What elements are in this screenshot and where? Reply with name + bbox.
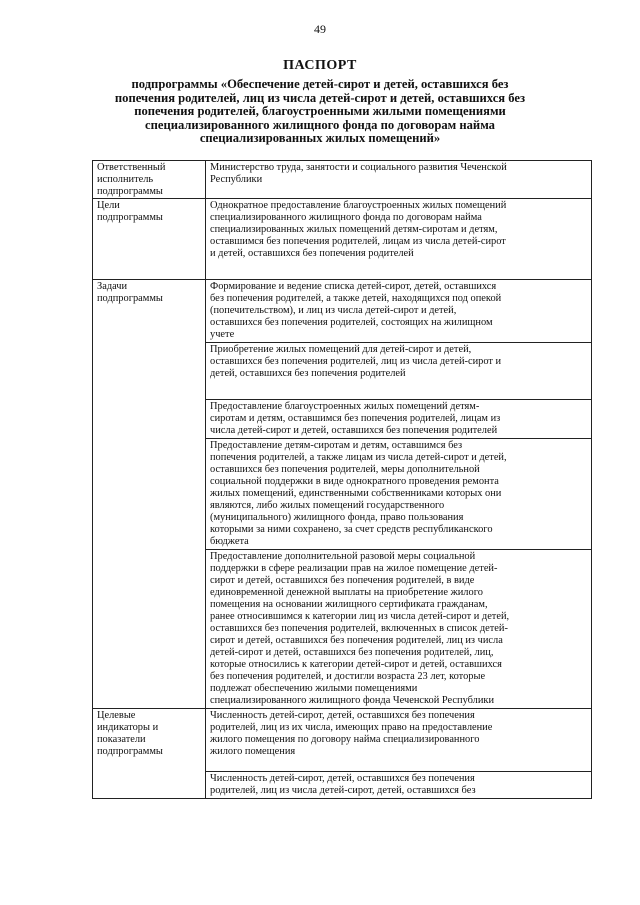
value-line: родителей, лиц из их числа, имеющих право на предоставление: [210, 722, 493, 733]
subtitle-line: специализированных жилых помещений»: [199, 131, 441, 145]
value-line: которыми за ними сохранено, за счет средств республиканского: [210, 524, 493, 535]
passport-table: [92, 160, 592, 799]
value-line: Приобретение жилых помещений для детей-сирот и детей,: [210, 344, 472, 355]
label-line: исполнитель: [97, 174, 154, 185]
value-line: попечения родителей, а также лицам из числа детей-сирот и детей,: [210, 452, 507, 463]
value-line: жилого помещения по договору найма специализированного: [210, 734, 480, 745]
value-line: и детей, оставшихся без попечения родителей: [210, 248, 414, 259]
label-line: подпрограммы: [97, 746, 163, 757]
value-line: Министерство труда, занятости и социального развития Чеченской: [210, 162, 507, 173]
value-line: специализированных жилых помещений детям-сиротам и детям,: [210, 224, 498, 235]
value-line: (муниципального) жилищного фонда, право пользования: [210, 512, 464, 523]
value-line: жилых помещений, единственными собственниками которых они: [210, 488, 502, 499]
value-line: помещения на основании жилищного сертификата гражданам,: [210, 599, 488, 610]
value-line: оставшимся без попечения родителей, лицам из числа детей-сирот: [210, 236, 506, 247]
value-line: специализированного жилищного фонда по договорам найма: [210, 212, 482, 223]
value-line: ранее относившимся к категории лиц из числа детей-сирот и детей,: [210, 611, 510, 622]
value-line: Однократное предоставление благоустроенных жилых помещений: [210, 200, 507, 211]
value-line: которые относились к категории детей-сирот и детей, оставшихся: [210, 659, 502, 670]
value-line: сирот и детей, оставшихся без попечения родителей, в виде: [210, 575, 475, 586]
value-line: единовременной денежной выплаты на приобретение жилого: [210, 587, 483, 598]
table-row: [93, 709, 592, 772]
subtitle-line: специализированного жилищного фонда по договорам найма: [145, 117, 495, 132]
value-line: детей, оставшихся без попечения родителей: [210, 368, 406, 379]
value-line: являются, либо жилых помещений государственного: [210, 500, 445, 511]
label-line: подпрограммы: [97, 293, 163, 304]
value-line: Предоставление дополнительной разовой меры социальной: [210, 551, 476, 562]
value-line: Республики: [210, 174, 263, 185]
table-row: [93, 280, 592, 343]
value-line: оставшихся без попечения родителей, меры дополнительной: [210, 464, 480, 475]
value-line: социальной поддержки в виде однократного проведения ремонта: [210, 476, 499, 487]
table-row: [93, 161, 592, 199]
value-line: без попечения родителей, а также детей, находящихся под опекой: [210, 293, 502, 304]
document-title: ПАСПОРТ: [283, 58, 357, 73]
label-line: Ответственный: [97, 162, 166, 173]
label-line: подпрограммы: [97, 212, 163, 223]
value-line: Формирование и ведение списка детей-сирот, детей, оставшихся: [210, 281, 497, 292]
subtitle-line: попечения родителей, благоустроенными жилыми помещениями: [134, 104, 506, 118]
value-line: сирот и детей, оставшихся без попечения родителей, лиц из числа: [210, 635, 503, 646]
row-label: [93, 161, 206, 199]
value-line: подлежат обеспечению жилыми помещениями: [210, 683, 418, 694]
value-line: поддержки в сфере реализации прав на жилое помещение детей-: [210, 563, 498, 574]
value-line: родителей, лиц из числа детей-сирот, детей, оставшихся без: [210, 785, 476, 796]
value-line: оставшихся без попечения родителей, включенных в список детей-: [210, 623, 508, 634]
label-line: подпрограммы: [97, 186, 163, 197]
label-line: индикаторы и: [97, 722, 159, 733]
label-line: Задачи: [97, 281, 128, 292]
row-value: [206, 439, 592, 550]
table-row: [93, 199, 592, 280]
row-value: [206, 709, 592, 772]
value-line: числа детей-сирот и детей, оставшихся без попечения родителей: [210, 425, 498, 436]
value-line: Предоставление благоустроенных жилых помещений детям-: [210, 401, 480, 412]
document-subtitle: [90, 78, 550, 146]
page-number: 49: [314, 22, 326, 36]
row-value: [206, 400, 592, 439]
row-value: [206, 343, 592, 400]
value-line: Численность детей-сирот, детей, оставшихся без попечения: [210, 773, 475, 784]
value-line: без попечения родителей, и достигли возраста 23 лет, которые: [210, 671, 486, 682]
row-value: [206, 550, 592, 709]
value-line: специализированного жилищного фонда Чеченской Республики: [210, 695, 495, 706]
value-line: детей-сирот и детей, оставшихся без попечения родителей, лиц,: [210, 647, 494, 658]
subtitle-line: подпрограммы «Обеспечение детей-сирот и детей, оставшихся без: [131, 77, 509, 91]
row-label: [93, 199, 206, 280]
label-line: Целевые: [97, 710, 136, 721]
value-line: оставшихся без попечения родителей, состоящих на жилищном: [210, 317, 493, 328]
row-value: [206, 280, 592, 343]
row-value: [206, 199, 592, 280]
label-line: Цели: [97, 200, 120, 211]
value-line: учете: [210, 329, 235, 340]
value-line: оставшихся без попечения родителей, лиц из числа детей-сирот и: [210, 356, 502, 367]
value-line: жилого помещения: [210, 746, 296, 757]
value-line: Численность детей-сирот, детей, оставшихся без попечения: [210, 710, 475, 721]
row-value: [206, 772, 592, 799]
value-line: бюджета: [210, 536, 249, 547]
value-line: (попечительством), и лиц из числа детей-сирот и детей,: [210, 305, 457, 316]
value-line: Предоставление детям-сиротам и детям, оставшимся без: [210, 440, 463, 451]
row-value: [206, 161, 592, 199]
row-label: [93, 709, 206, 799]
label-line: показатели: [97, 734, 146, 745]
row-label: [93, 280, 206, 709]
subtitle-line: попечения родителей, лиц из числа детей-сирот и детей, оставшихся без: [114, 90, 526, 105]
value-line: сиротам и детям, оставшимся без попечения родителей, лицам из: [210, 413, 501, 424]
